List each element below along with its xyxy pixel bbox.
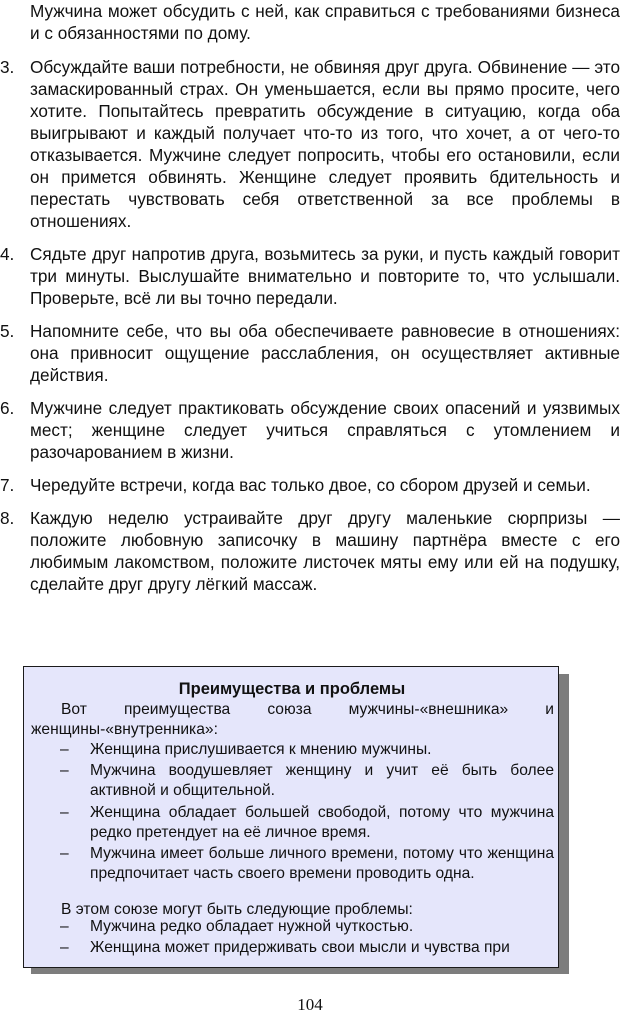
problems-intro: В этом союзе могут быть следующие проблемы:	[61, 901, 413, 918]
list-item-number: 6.	[0, 398, 15, 418]
list-item-number: 7.	[0, 475, 15, 495]
dash-bullet: –	[60, 803, 69, 821]
advantage-item	[24, 844, 559, 884]
dash-bullet: –	[60, 918, 69, 935]
dash-bullet: –	[60, 762, 69, 780]
list-item-number: 4.	[0, 244, 15, 264]
advantage-text: Мужчина воодушевляет женщину и учит её быть более активной и общительной.	[90, 762, 554, 800]
advantage-item	[24, 761, 559, 801]
list-item	[0, 474, 620, 496]
advantage-text: Женщина прислушивается к мнению мужчины.	[90, 741, 432, 758]
dash-bullet: –	[60, 939, 69, 957]
list-item-text: Напомните себе, что вы оба обеспечиваете равновесие в отношениях: она привносит ощущение расслабления, он осуществляет активные действия.	[30, 321, 620, 385]
advantages-list	[24, 740, 559, 885]
advantage-item	[24, 803, 559, 843]
problem-item	[24, 938, 559, 958]
list-item	[0, 56, 620, 232]
advantage-item	[24, 740, 559, 760]
list-item	[0, 243, 620, 309]
advantage-text: Женщина обладает большей свободой, потому что мужчина редко претендует на её личное время.	[90, 803, 554, 841]
numbered-list	[0, 56, 620, 606]
list-item-number: 8.	[0, 508, 15, 528]
dash-bullet: –	[60, 845, 69, 863]
sidebar-box-title: Преимущества и проблемы	[178, 680, 406, 698]
list-item-text: Чередуйте встречи, когда вас только двое, со сбором друзей и семьи.	[30, 475, 591, 495]
sidebar-box-intro: Вот преимущества союза мужчины-«внешника» и женщины-«внутренника»:	[31, 701, 554, 738]
list-item	[0, 507, 620, 595]
problems-list	[24, 917, 559, 959]
dash-bullet: –	[60, 741, 69, 758]
problem-item	[24, 917, 559, 937]
list-item-text: Сядьте друг напротив друга, возьмитесь за руки, и пусть каждый говорит три минуты. Выслушайте внимательно и повторите то, что услышали. Проверьте, всё ли вы точно передали.	[30, 244, 620, 308]
list-item-text: Каждую неделю устраивайте друг другу маленькие сюрпризы — положите любовную записочку в машину партнёра вместе с его любимым лакомством, положите листочек мяты ему или ей на подушку, сделайте друг другу лёгкий массаж.	[30, 508, 620, 594]
page-number: 104	[297, 995, 323, 1014]
advantage-text: Мужчина имеет больше личного времени, потому что женщина предпочитает часть своего времени проводить одна.	[90, 845, 554, 883]
list-item-text: Мужчине следует практиковать обсуждение своих опасений и уязвимых мест; женщине следует учиться справляться с утомлением и разочарованием в жизни.	[30, 398, 620, 462]
problem-text: Мужчина редко обладает нужной чуткостью.	[90, 918, 414, 935]
continued-paragraph: Мужчина может обсудить с ней, как справиться с требованиями бизнеса и с обязанностями по дому.	[30, 1, 620, 43]
list-item	[0, 397, 620, 463]
problem-text: Женщина может придерживать свои мысли и чувства при	[90, 939, 510, 957]
list-item	[0, 320, 620, 386]
list-item-number: 3.	[0, 57, 15, 77]
list-item-number: 5.	[0, 321, 15, 341]
sidebar-box	[23, 666, 559, 968]
list-item-text: Обсуждайте ваши потребности, не обвиняя друг друга. Обвинение — это замаскированный страх. Он уменьшается, если вы прямо просите, чего хотите. Попытайтесь превратить обсуждение в ситуацию, когда оба выигрывают и каждый получает что-то из того, что хочет, а от чего-то отказывается. Мужчине следует попросить, чтобы его остановили, если он примется обвинять. Женщине следует проявить бдительность и перестать чувствовать себя ответственной за все проблемы в отношениях.	[30, 57, 620, 231]
